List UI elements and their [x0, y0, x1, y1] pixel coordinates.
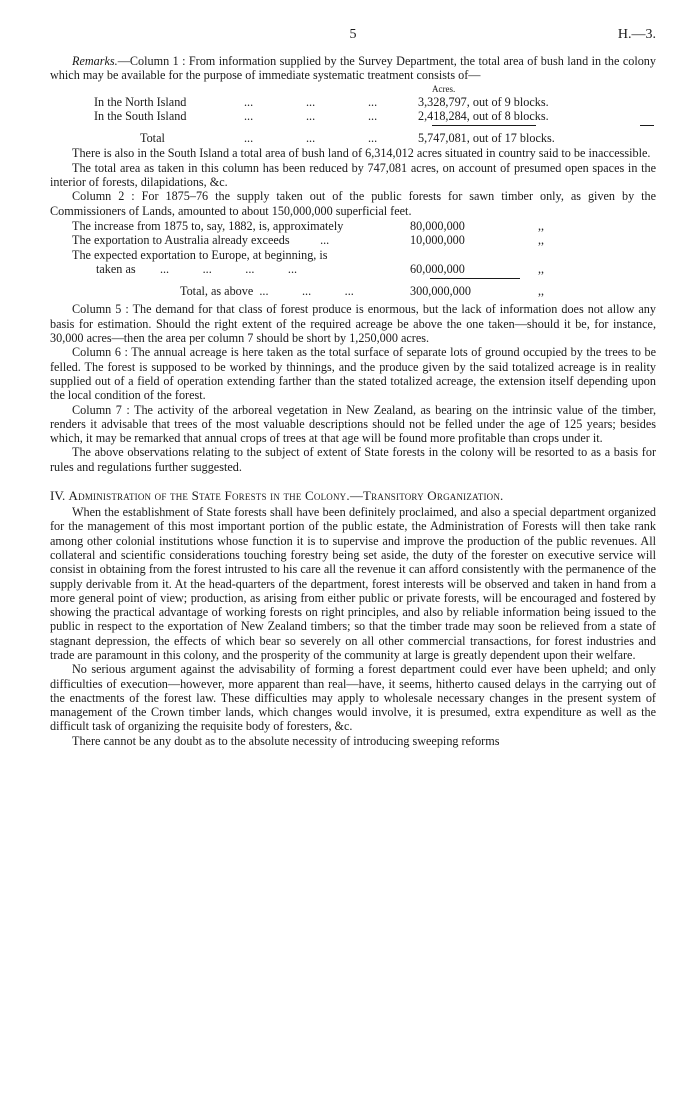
section-title: Administration of the State Forests in the Colony. [68, 488, 350, 504]
acres-unit-header: Acres. [432, 83, 456, 94]
timber-supply-table [50, 219, 656, 298]
table-rule [94, 123, 656, 129]
table-total-row: Total, as above ... ... ... 300,000,000 ,, [180, 284, 545, 299]
paragraph: There is also in the South Island a total area of bush land of 6,314,012 acres situated in country said to be inaccessible. [72, 146, 651, 161]
paragraph: Column 2 : For 1875–76 the supply taken out of the public forests for sawn timber only, as given by the Commissioners of Lands, amounted to about 150,000,000 superficial feet. [50, 189, 656, 218]
table-total-row: Total ... ... ... 5,747,081, out of 17 blocks. [140, 131, 555, 146]
paragraph: Column 5 : The demand for that class of forest produce is enormous, but the lack of information does not allow any basis for estimation. Should the right extent of the required acreage be above the one taken—should it be, for instance, 30,000 acres—then the area per column 7 should be short by 1,250,000 acres. [50, 302, 656, 346]
paragraph: There cannot be any doubt as to the absolute necessity of introducing sweeping reforms [72, 733, 500, 748]
table-row: taken as ... ... ... ... 60,000,000 ,, [96, 261, 545, 276]
paragraph: The total area as taken in this column has been reduced by 747,081 acres, on account of presumed open spaces in the interior of forests, dilapidations, &c. [50, 160, 656, 190]
section-subtitle: —Transitory Organization. [349, 488, 504, 504]
remarks-paragraph [50, 54, 656, 83]
remarks-text: —Column 1 : From information supplied by the Survey Department, the total area of bush land in the colony which may be available for the purpose of immediate systematic treatment consists of— [50, 54, 656, 83]
table-rule [72, 276, 656, 282]
table-row: In the North Island ... ... ... 3,328,797, out of 9 blocks. [94, 94, 549, 109]
remarks-label: Remarks. [72, 54, 118, 68]
document-reference: H.—3. [617, 27, 656, 42]
section-numeral: IV. [50, 488, 66, 504]
page-number: 5 [349, 27, 357, 42]
table-row: The increase from 1875 to, say, 1882, is, approximately 80,000,000 ,, [72, 218, 545, 233]
table-row: In the South Island ... ... ... 2,418,284, out of 8 blocks. [94, 108, 549, 123]
page-header [50, 28, 656, 46]
paragraph: Column 6 : The annual acreage is here taken as the total surface of separate lots of ground occupied by the trees to be felled. The forest is supposed to be worked by thinnings, and the produce given by the said totalized acreage is in reality supplied out of a field of operation extending farther than the stated totalized acreage, the extension itself depending upon the local condition of the forest. [50, 345, 656, 403]
bush-land-table [50, 84, 656, 146]
paragraph: Column 7 : The activity of the arboreal vegetation in New Zealand, as bearing on the intrinsic value of the timber, renders it advisable that trees of the most valuable descriptions should not be felled under the age of 125 years; besides which, it may be remarked that annual crops of trees at that age will be found more profitable than crops under it. [50, 402, 656, 446]
table-row: The expected exportation to Europe, at beginning, is [72, 247, 328, 262]
paragraph: No serious argument against the advisability of forming a forest department could ever have been upheld; and only difficulties of execution—however, more apparent than real—have, it seems, hitherto caused delays in the carrying out of the enactments of the forest law. These difficulties may apply to wholesale necessary changes in the present system of management of the Crown timber lands, which changes would involve, it is presumed, extra expenditure as well as the difficult task of organizing the requisite body of foresters, &c. [50, 662, 656, 734]
paragraph: The above observations relating to the subject of extent of State forests in the colony will be resorted to as a basis for rules and regulations further suggested. [50, 445, 656, 474]
table-row: The exportation to Australia already exceeds ... 10,000,000 ,, [72, 233, 545, 248]
paragraph: When the establishment of State forests shall have been definitely proclaimed, and also a special department organized for the management of this most important portion of the public estate, the Administration of Forests will then take rank among other colonial institutions whose function it is to supervise and improve the production of the public revenues. All collateral and scientific considerations touching forestry being set aside, the duty of the forester on executive service will consist in obtaining from the forest intrusted to his care all the revenue it can afford consistently with the permanence of the supply derivable from it. At the head-quarters of the department, forest interests will be observed and taken in hand from a more general point of view; production, as arising from either public or private forests, will be encouraged and fostered by showing the practical advantage of working forests on right principles, and also by reliable information being issued to the public in respect to the exportation of New Zealand timbers; so that the timber trade may soon be relieved from a state of stagnant depression, the effects of which bear so severely on all other commercial transactions, for forest industries and trade are paramount in this colony, and the prosperity of the community at large is greatly dependent upon their welfare. [50, 505, 656, 662]
section-heading [50, 488, 656, 503]
